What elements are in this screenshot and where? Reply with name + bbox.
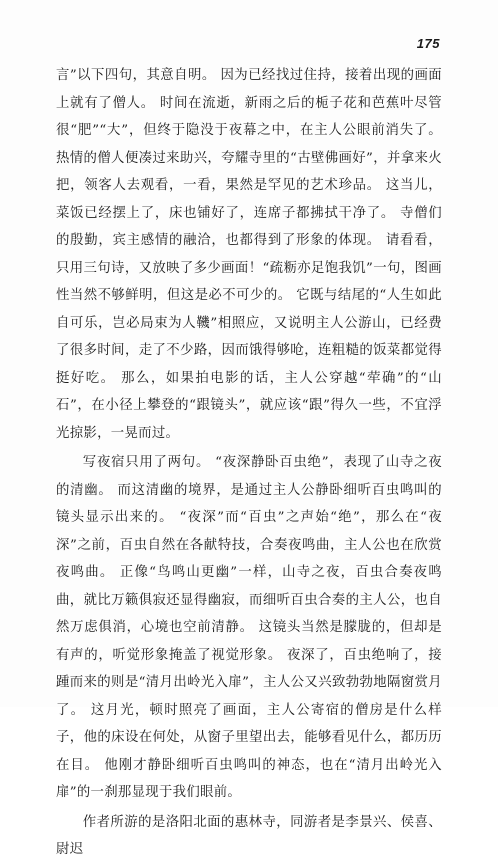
body-text [56, 62, 442, 864]
paragraph-1: 言”以下四句，其意自明。 因为已经找过住持，接着出现的画面上就有了僧人。 时间在流逝，新雨之后的栀子花和芭蕉叶尽管很“肥”“大”，但终于隐没于夜幕之中，在主人公眼前消失了。 热情的僧人便凑过来助兴，夸耀寺里的“古壁佛画好”，并拿来火把，领客人去观看，一看，果然是罕见的艺术珍品。 这当儿，菜饭已经摆上了，床也铺好了，连席子都拂拭干净了。 寺僧们的殷勤，宾主感情的融洽，也都得到了形象的体现。 请看看，只用三句诗，又放映了多少画面！“疏粝亦足饱我饥”一句，图画性当然不够鲜明，但这是必不可少的。 它既与结尾的“人生如此自可乐，岂必局束为人鞿”相照应，又说明主人公游山，已经费了很多时间，走了不少路，因而饿得够呛，连粗糙的饭菜都觉得挺好吃。 那么，如果拍电影的话，主人公穿越“荦确”的“山石”，在小径上攀登的“跟镜头”，就应该“跟”得久一些，不宜浮光掠影，一晃而过。 [56, 68, 442, 441]
paragraph-2: 写夜宿只用了两句。 “夜深静卧百虫绝”，表现了山寺之夜的清幽。 而这清幽的境界，是通过主人公静卧细听百虫鸣叫的镜头显示出来的。 “夜深”而“百虫”之声始“绝”，那么在“夜深”之前，百虫自然在各献特技，合奏夜鸣曲，主人公也在欣赏夜鸣曲。 正像“鸟鸣山更幽”一样，山寺之夜，百虫合奏夜鸣曲，就比万籁俱寂还显得幽寂，而细听百虫合奏的主人公，也自然万虑俱消，心境也空前清静。 这镜头当然是朦胧的，但却是有声的，听觉形象掩盖了视觉形象。 夜深了，百虫绝响了，接踵而来的则是“清月出岭光入扉”，主人公又兴致勃勃地隔窗赏月了。 这月光，顿时照亮了画面，主人公寄宿的僧房是什么样子，他的床设在何处，从窗子里望出去，能够看见什么，都历历在目。 他刚才静卧细听百虫鸣叫的神态，也在“清月出岭光入扉”的一刹那显现于我们眼前。 [56, 455, 442, 800]
page-number: 175 [416, 36, 440, 51]
paragraph-3: 作者所游的是洛阳北面的惠林寺，同游者是李景兴、侯喜、尉迟 [56, 814, 442, 857]
